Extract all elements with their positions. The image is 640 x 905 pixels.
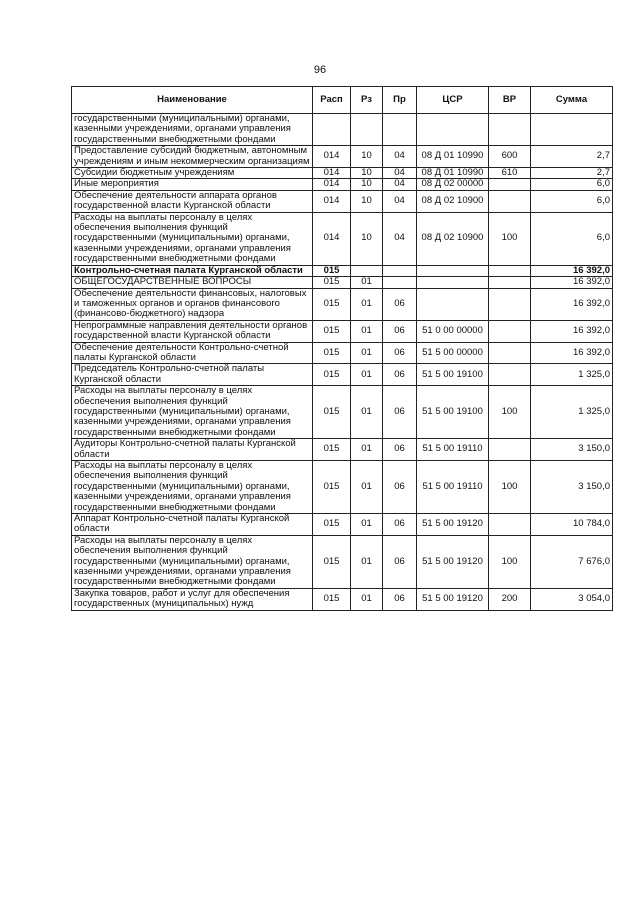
- table-row: [72, 514, 613, 536]
- cell-rasp: 014: [313, 179, 351, 190]
- cell-csr: 51 5 00 19120: [417, 588, 489, 610]
- cell-sum: 16 392,0: [531, 320, 613, 342]
- cell-rz: 10: [351, 190, 383, 212]
- cell-rz: 10: [351, 168, 383, 179]
- cell-csr: 51 5 00 19100: [417, 364, 489, 386]
- cell-sum: 3 150,0: [531, 439, 613, 461]
- cell-rasp: 015: [313, 439, 351, 461]
- cell-csr: 08 Д 01 10990: [417, 168, 489, 179]
- table-row: [72, 190, 613, 212]
- cell-sum: 10 784,0: [531, 514, 613, 536]
- table-row: [72, 179, 613, 190]
- table-body: [72, 114, 613, 611]
- cell-rasp: 014: [313, 190, 351, 212]
- cell-rasp: 015: [313, 588, 351, 610]
- cell-csr: 51 5 00 19120: [417, 535, 489, 588]
- cell-vr: [489, 364, 531, 386]
- cell-sum: 2,7: [531, 146, 613, 168]
- cell-csr: 51 5 00 19100: [417, 386, 489, 439]
- page-number: 96: [313, 64, 327, 76]
- cell-vr: 100: [489, 212, 531, 265]
- cell-vr: [489, 514, 531, 536]
- cell-vr: [489, 190, 531, 212]
- cell-vr: 100: [489, 535, 531, 588]
- cell-name: Председатель Контрольно-счетной палаты Курганской области: [72, 364, 313, 386]
- cell-sum: 1 325,0: [531, 364, 613, 386]
- cell-sum: 16 392,0: [531, 265, 613, 276]
- cell-rasp: 015: [313, 461, 351, 514]
- cell-pr: 06: [383, 288, 417, 320]
- cell-vr: 610: [489, 168, 531, 179]
- cell-vr: 200: [489, 588, 531, 610]
- table-row: [72, 114, 613, 146]
- cell-rasp: 015: [313, 320, 351, 342]
- cell-rz: 01: [351, 364, 383, 386]
- cell-sum: 3 054,0: [531, 588, 613, 610]
- cell-name: Непрограммные направления деятельности органов государственной власти Курганской области: [72, 320, 313, 342]
- cell-rz: [351, 114, 383, 146]
- cell-sum: 6,0: [531, 212, 613, 265]
- cell-pr: 06: [383, 461, 417, 514]
- cell-vr: 100: [489, 461, 531, 514]
- header-csr: ЦСР: [417, 87, 489, 114]
- cell-pr: [383, 265, 417, 276]
- cell-pr: 06: [383, 386, 417, 439]
- cell-rz: 01: [351, 535, 383, 588]
- cell-sum: 3 150,0: [531, 461, 613, 514]
- cell-csr: 08 Д 02 10900: [417, 212, 489, 265]
- cell-name: Расходы на выплаты персоналу в целях обеспечения выполнения функций государственными (муниципальными) органами, казенными учреждениями, органами управления государственными внебюджетными фондами: [72, 212, 313, 265]
- cell-sum: 16 392,0: [531, 342, 613, 364]
- cell-rz: 01: [351, 514, 383, 536]
- table-row: [72, 146, 613, 168]
- cell-name: Закупка товаров, работ и услуг для обеспечения государственных (муниципальных) нужд: [72, 588, 313, 610]
- cell-name: Расходы на выплаты персоналу в целях обеспечения выполнения функций государственными (муниципальными) органами, казенными учреждениями, органами управления государственными внебюджетными фондами: [72, 535, 313, 588]
- cell-rasp: 015: [313, 535, 351, 588]
- cell-vr: [489, 439, 531, 461]
- cell-sum: 16 392,0: [531, 288, 613, 320]
- cell-pr: 06: [383, 535, 417, 588]
- cell-csr: 51 5 00 00000: [417, 342, 489, 364]
- table-row: [72, 277, 613, 288]
- cell-name: Субсидии бюджетным учреждениям: [72, 168, 313, 179]
- cell-pr: 04: [383, 212, 417, 265]
- header-rasp: Расп: [313, 87, 351, 114]
- header-pr: Пр: [383, 87, 417, 114]
- cell-sum: 7 676,0: [531, 535, 613, 588]
- cell-rz: 01: [351, 288, 383, 320]
- cell-csr: 51 5 00 19120: [417, 514, 489, 536]
- table-row: [72, 588, 613, 610]
- cell-csr: 08 Д 02 00000: [417, 179, 489, 190]
- cell-name: Расходы на выплаты персоналу в целях обеспечения выполнения функций государственными (муниципальными) органами, казенными учреждениями, органами управления государственными внебюджетными фондами: [72, 386, 313, 439]
- cell-pr: 04: [383, 146, 417, 168]
- cell-vr: [489, 320, 531, 342]
- cell-name: ОБЩЕГОСУДАРСТВЕННЫЕ ВОПРОСЫ: [72, 277, 313, 288]
- cell-rasp: 015: [313, 277, 351, 288]
- header-sum: Сумма: [531, 87, 613, 114]
- cell-csr: 08 Д 02 10900: [417, 190, 489, 212]
- cell-csr: [417, 288, 489, 320]
- cell-vr: [489, 277, 531, 288]
- cell-csr: 51 0 00 00000: [417, 320, 489, 342]
- header-vr: ВР: [489, 87, 531, 114]
- header-rz: Рз: [351, 87, 383, 114]
- table-row: [72, 439, 613, 461]
- table-row: [72, 461, 613, 514]
- cell-pr: 06: [383, 514, 417, 536]
- cell-rz: 01: [351, 588, 383, 610]
- cell-pr: 06: [383, 320, 417, 342]
- cell-name: Обеспечение деятельности аппарата органов государственной власти Курганской области: [72, 190, 313, 212]
- cell-csr: [417, 265, 489, 276]
- cell-rz: 01: [351, 342, 383, 364]
- cell-name: государственными (муниципальными) органами, казенными учреждениями, органами управления государственными внебюджетными фондами: [72, 114, 313, 146]
- cell-rasp: 015: [313, 364, 351, 386]
- table-row: [72, 288, 613, 320]
- cell-rasp: 015: [313, 288, 351, 320]
- table-row: [72, 168, 613, 179]
- budget-table: [71, 86, 613, 611]
- cell-name: Расходы на выплаты персоналу в целях обеспечения выполнения функций государственными (муниципальными) органами, казенными учреждениями, органами управления государственными внебюджетными фондами: [72, 461, 313, 514]
- cell-rasp: 015: [313, 342, 351, 364]
- cell-pr: 06: [383, 588, 417, 610]
- cell-vr: 100: [489, 386, 531, 439]
- cell-sum: 1 325,0: [531, 386, 613, 439]
- cell-pr: [383, 277, 417, 288]
- table-header-row: [72, 87, 613, 114]
- cell-sum: 2,7: [531, 168, 613, 179]
- table-row: [72, 386, 613, 439]
- cell-vr: [489, 179, 531, 190]
- table-row: [72, 212, 613, 265]
- cell-csr: [417, 277, 489, 288]
- cell-vr: [489, 265, 531, 276]
- cell-sum: [531, 114, 613, 146]
- cell-rz: 01: [351, 386, 383, 439]
- table-row: [72, 364, 613, 386]
- cell-name: Обеспечение деятельности финансовых, налоговых и таможенных органов и органов финансового (финансово-бюджетного) надзора: [72, 288, 313, 320]
- cell-csr: 51 5 00 19110: [417, 461, 489, 514]
- cell-pr: 06: [383, 364, 417, 386]
- cell-sum: 6,0: [531, 190, 613, 212]
- cell-name: Предоставление субсидий бюджетным, автономным учреждениям и иным некоммерческим организациям: [72, 146, 313, 168]
- cell-rz: 01: [351, 277, 383, 288]
- cell-rasp: 014: [313, 146, 351, 168]
- table-row: [72, 320, 613, 342]
- cell-rasp: 014: [313, 168, 351, 179]
- cell-rz: 01: [351, 439, 383, 461]
- cell-rz: [351, 265, 383, 276]
- cell-rz: 10: [351, 146, 383, 168]
- cell-rasp: 015: [313, 514, 351, 536]
- cell-pr: 06: [383, 439, 417, 461]
- cell-name: Аудиторы Контрольно-счетной палаты Курганской области: [72, 439, 313, 461]
- cell-name: Аппарат Контрольно-счетной палаты Курганской области: [72, 514, 313, 536]
- cell-pr: [383, 114, 417, 146]
- cell-rz: 10: [351, 179, 383, 190]
- cell-vr: [489, 114, 531, 146]
- cell-name: Иные мероприятия: [72, 179, 313, 190]
- cell-pr: 06: [383, 342, 417, 364]
- table-row: [72, 265, 613, 276]
- cell-csr: 08 Д 01 10990: [417, 146, 489, 168]
- cell-sum: 6,0: [531, 179, 613, 190]
- cell-rz: 10: [351, 212, 383, 265]
- cell-rasp: 014: [313, 212, 351, 265]
- cell-sum: 16 392,0: [531, 277, 613, 288]
- cell-pr: 04: [383, 179, 417, 190]
- cell-rasp: 015: [313, 386, 351, 439]
- cell-name: Обеспечение деятельности Контрольно-счетной палаты Курганской области: [72, 342, 313, 364]
- cell-name: Контрольно-счетная палата Курганской области: [72, 265, 313, 276]
- cell-rasp: [313, 114, 351, 146]
- table-row: [72, 342, 613, 364]
- cell-pr: 04: [383, 190, 417, 212]
- cell-rz: 01: [351, 320, 383, 342]
- cell-vr: [489, 342, 531, 364]
- cell-vr: 600: [489, 146, 531, 168]
- header-name: Наименование: [72, 87, 313, 114]
- cell-rasp: 015: [313, 265, 351, 276]
- table-row: [72, 535, 613, 588]
- cell-csr: [417, 114, 489, 146]
- cell-rz: 01: [351, 461, 383, 514]
- cell-pr: 04: [383, 168, 417, 179]
- cell-csr: 51 5 00 19110: [417, 439, 489, 461]
- cell-vr: [489, 288, 531, 320]
